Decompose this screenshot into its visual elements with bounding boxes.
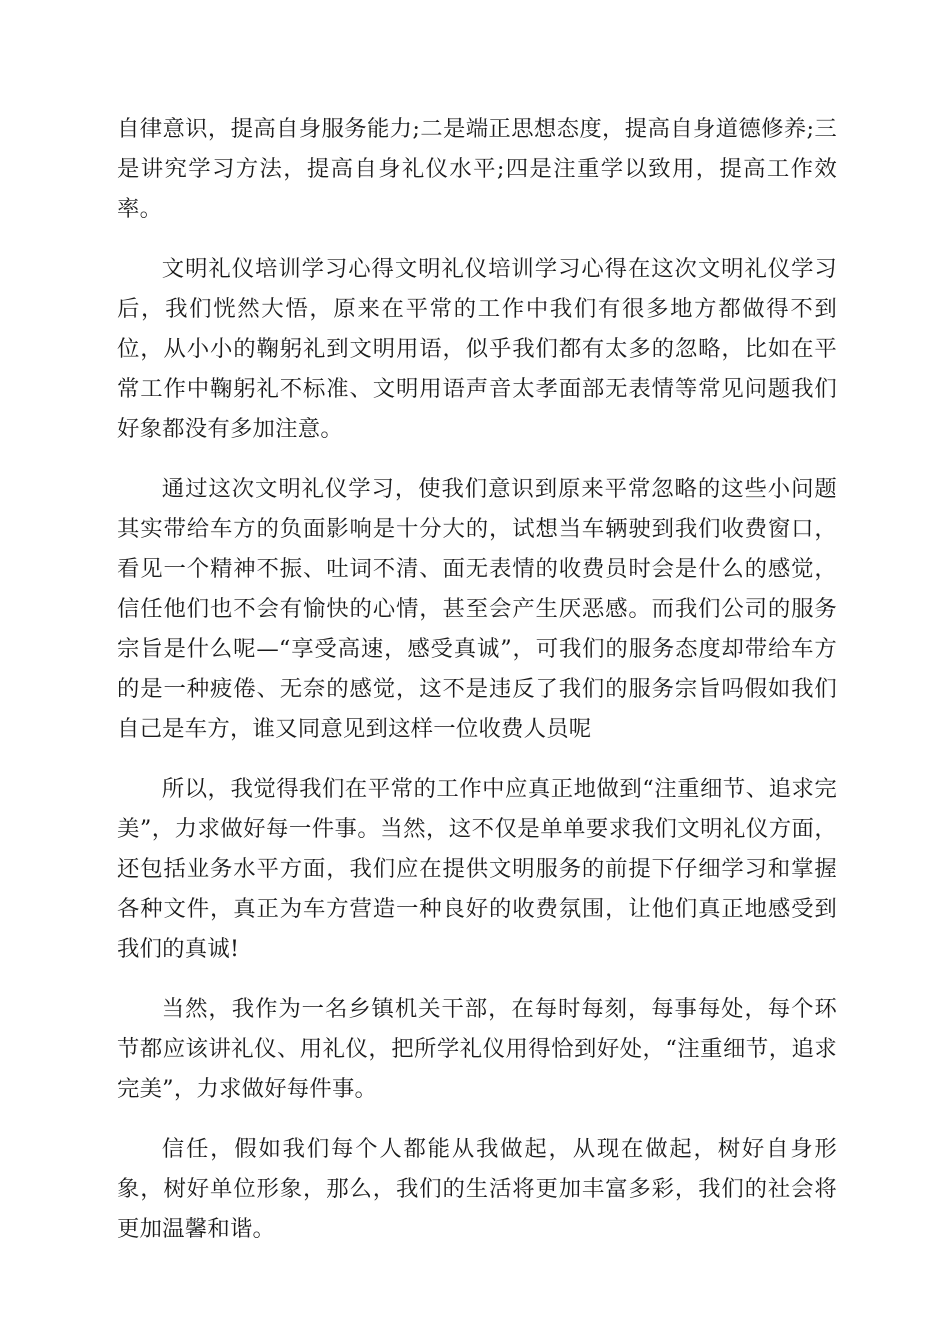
paragraph-1: 自律意识，提高自身服务能力;二是端正思想态度，提高自身道德修养;三是讲究学习方法，提高自身礼仪水平;四是注重学以致用，提高工作效率。 xyxy=(117,116,837,222)
paragraph-3: 通过这次文明礼仪学习，使我们意识到原来平常忽略的这些小问题其实带给车方的负面影响是十分大的，试想当车辆驶到我们收费窗口，看见一个精神不振、吐词不清、面无表情的收费员时会是什么的感觉，信任他们也不会有愉快的心情，甚至会产生厌恶感。而我们公司的服务宗旨是什么呢—“享受高速，感受真诚”，可我们的服务态度却带给车方的是一种疲倦、无奈的感觉，这不是违反了我们的服务宗旨吗假如我们自己是车方，谁又同意见到这样一位收费人员呢 xyxy=(117,476,837,742)
paragraph-5: 当然，我作为一名乡镇机关干部，在每时每刻，每事每处，每个环节都应该讲礼仪、用礼仪，把所学礼仪用得恰到好处，“注重细节，追求完美”，力求做好每件事。 xyxy=(117,996,837,1102)
paragraph-4: 所以，我觉得我们在平常的工作中应真正地做到“注重细节、追求完美”，力求做好每一件事。当然，这不仅是单单要求我们文明礼仪方面，还包括业务水平方面，我们应在提供文明服务的前提下仔细学习和掌握各种文件，真正为车方营造一种良好的收费氛围，让他们真正地感受到我们的真诚! xyxy=(117,776,837,962)
paragraph-6: 信任，假如我们每个人都能从我做起，从现在做起，树好自身形象，树好单位形象，那么，我们的生活将更加丰富多彩，我们的社会将更加温馨和谐。 xyxy=(117,1136,837,1242)
paragraph-2: 文明礼仪培训学习心得文明礼仪培训学习心得在这次文明礼仪学习后，我们恍然大悟，原来在平常的工作中我们有很多地方都做得不到位，从小小的鞠躬礼到文明用语，似乎我们都有太多的忽略，比如在平常工作中鞠躬礼不标准、文明用语声音太孝面部无表情等常见问题我们好象都没有多加注意。 xyxy=(117,256,837,442)
document-body xyxy=(117,109,837,1269)
